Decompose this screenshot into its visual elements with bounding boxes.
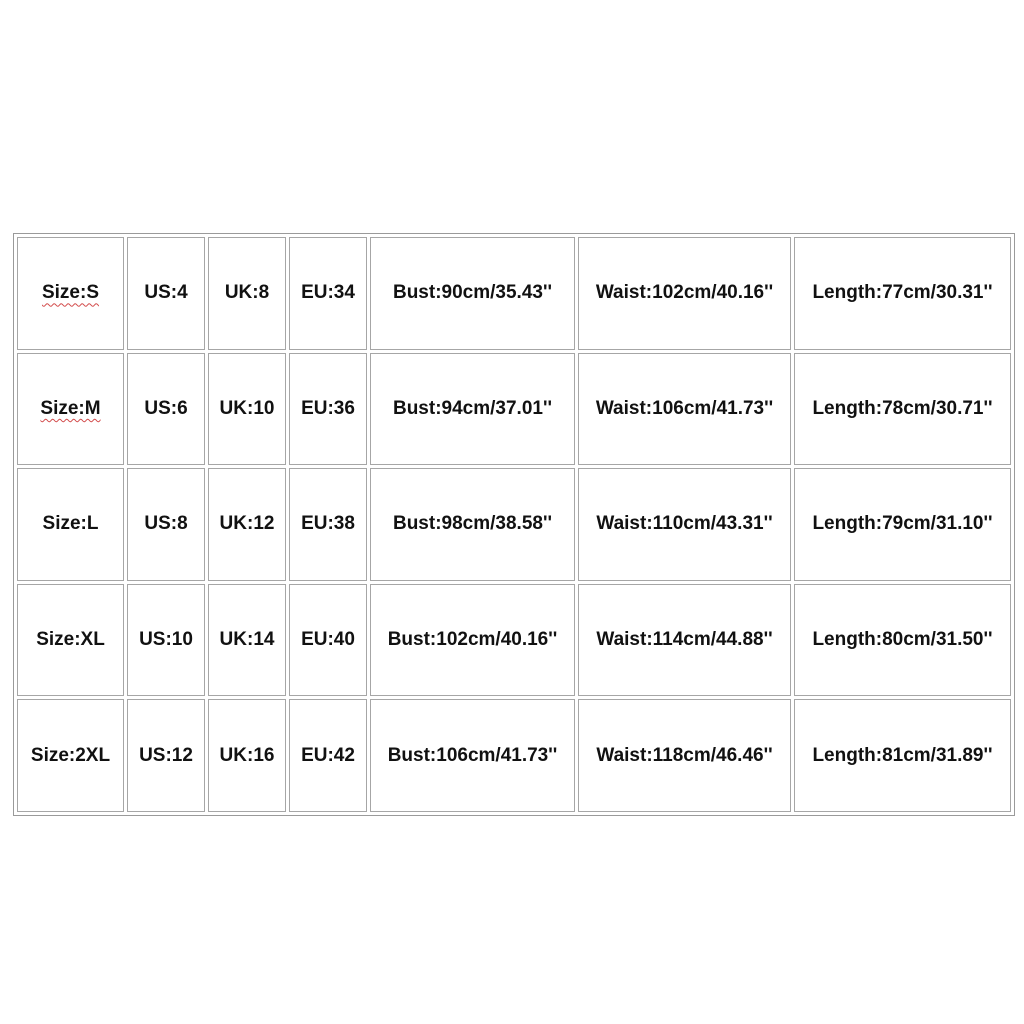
eu-size-cell: EU:34 (289, 237, 367, 350)
eu-size-cell: EU:38 (289, 468, 367, 581)
table-row (17, 237, 1011, 350)
table-row (17, 468, 1011, 581)
length-cell: Length:80cm/31.50'' (794, 584, 1011, 697)
eu-size-cell: EU:42 (289, 699, 367, 812)
us-size-cell: US:10 (127, 584, 205, 697)
length-cell: Length:77cm/30.31'' (794, 237, 1011, 350)
eu-size-cell: EU:40 (289, 584, 367, 697)
us-size-cell: US:4 (127, 237, 205, 350)
length-cell: Length:81cm/31.89'' (794, 699, 1011, 812)
waist-cell: Waist:106cm/41.73'' (578, 353, 791, 466)
waist-cell: Waist:114cm/44.88'' (578, 584, 791, 697)
bust-cell: Bust:102cm/40.16'' (370, 584, 575, 697)
uk-size-cell: UK:12 (208, 468, 286, 581)
us-size-cell: US:12 (127, 699, 205, 812)
bust-cell: Bust:90cm/35.43'' (370, 237, 575, 350)
us-size-cell: US:6 (127, 353, 205, 466)
length-cell: Length:78cm/30.71'' (794, 353, 1011, 466)
eu-size-cell: EU:36 (289, 353, 367, 466)
size-cell: Size:S (17, 237, 124, 350)
uk-size-cell: UK:14 (208, 584, 286, 697)
size-cell: Size:M (17, 353, 124, 466)
waist-cell: Waist:102cm/40.16'' (578, 237, 791, 350)
uk-size-cell: UK:8 (208, 237, 286, 350)
us-size-cell: US:8 (127, 468, 205, 581)
uk-size-cell: UK:10 (208, 353, 286, 466)
size-cell: Size:L (17, 468, 124, 581)
uk-size-cell: UK:16 (208, 699, 286, 812)
waist-cell: Waist:118cm/46.46'' (578, 699, 791, 812)
bust-cell: Bust:94cm/37.01'' (370, 353, 575, 466)
table-row (17, 699, 1011, 812)
table-row (17, 353, 1011, 466)
bust-cell: Bust:106cm/41.73'' (370, 699, 575, 812)
size-chart-table (13, 233, 1015, 816)
table-row (17, 584, 1011, 697)
size-cell: Size:2XL (17, 699, 124, 812)
bust-cell: Bust:98cm/38.58'' (370, 468, 575, 581)
size-cell: Size:XL (17, 584, 124, 697)
length-cell: Length:79cm/31.10'' (794, 468, 1011, 581)
waist-cell: Waist:110cm/43.31'' (578, 468, 791, 581)
